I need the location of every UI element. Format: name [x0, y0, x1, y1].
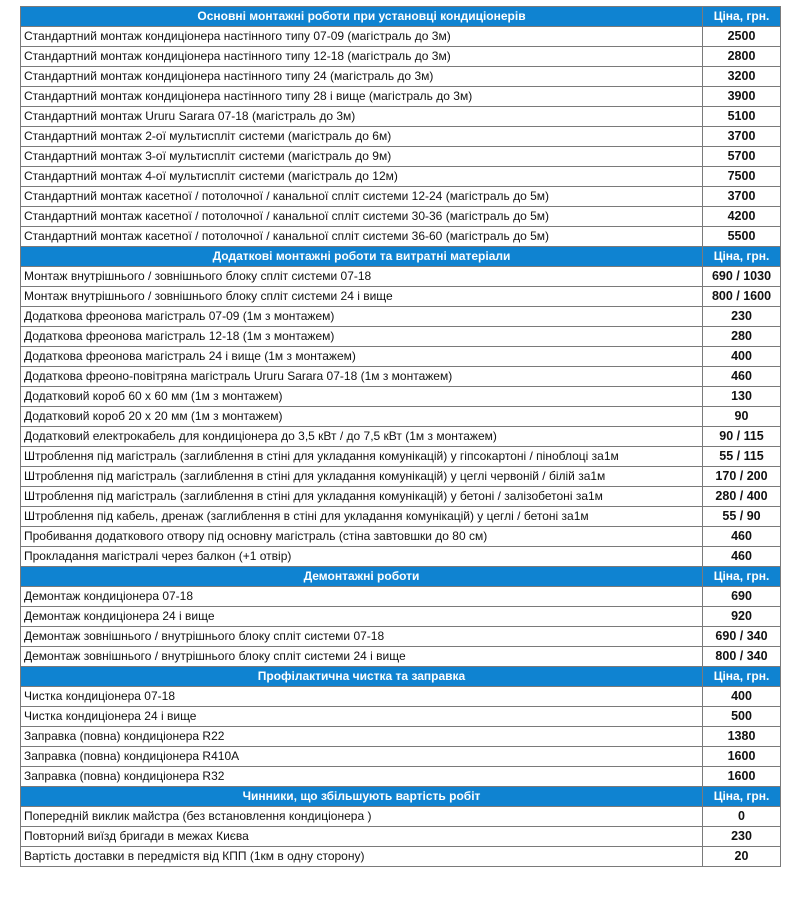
service-description: Стандартний монтаж касетної / потолочної / канальної спліт системи 30-36 (магістраль до 5м): [21, 207, 703, 227]
table-row: [21, 727, 781, 747]
service-description: Заправка (повна) кондиціонера R410A: [21, 747, 703, 767]
service-description: Демонтаж зовнішнього / внутрішнього блоку спліт системи 24 і вище: [21, 647, 703, 667]
service-price: 1380: [703, 727, 781, 747]
table-row: [21, 347, 781, 367]
table-row: [21, 487, 781, 507]
service-description: Стандартний монтаж касетної / потолочної / канальної спліт системи 36-60 (магістраль до 5м): [21, 227, 703, 247]
service-price: 400: [703, 687, 781, 707]
service-price: 800 / 340: [703, 647, 781, 667]
table-row: [21, 427, 781, 447]
service-description: Чистка кондиціонера 24 і вище: [21, 707, 703, 727]
table-row: [21, 767, 781, 787]
service-price: 230: [703, 827, 781, 847]
service-description: Вартість доставки в передмістя від КПП (1км в одну сторону): [21, 847, 703, 867]
service-description: Додатковий короб 20 х 20 мм (1м з монтажем): [21, 407, 703, 427]
table-row: [21, 307, 781, 327]
service-price: 230: [703, 307, 781, 327]
service-description: Заправка (повна) кондиціонера R32: [21, 767, 703, 787]
service-price: 400: [703, 347, 781, 367]
table-row: [21, 67, 781, 87]
service-description: Додатковий короб 60 х 60 мм (1м з монтажем): [21, 387, 703, 407]
service-description: Стандартний монтаж 4-ої мультиспліт системи (магістраль до 12м): [21, 167, 703, 187]
service-price: 500: [703, 707, 781, 727]
service-description: Повторний виїзд бригади в межах Києва: [21, 827, 703, 847]
service-description: Штроблення під магістраль (заглиблення в стіні для укладання комунікацій) у цеглі червоній / білій за1м: [21, 467, 703, 487]
table-row: [21, 207, 781, 227]
service-description: Штроблення під кабель, дренаж (заглиблення в стіні для укладання комунікацій) у цеглі / бетоні за1м: [21, 507, 703, 527]
table-row: [21, 287, 781, 307]
service-price: 920: [703, 607, 781, 627]
service-price: 5700: [703, 147, 781, 167]
service-price: 1600: [703, 747, 781, 767]
price-column-header: Ціна, грн.: [703, 247, 781, 267]
service-description: Стандартний монтаж кондиціонера настінного типу 24 (магістраль до 3м): [21, 67, 703, 87]
table-row: [21, 607, 781, 627]
service-price: 2500: [703, 27, 781, 47]
service-price: 55 / 115: [703, 447, 781, 467]
service-description: Монтаж внутрішнього / зовнішнього блоку спліт системи 24 і вище: [21, 287, 703, 307]
section-title: Чинники, що збільшують вартість робіт: [21, 787, 703, 807]
service-price: 0: [703, 807, 781, 827]
service-description: Додаткова фреоно-повітряна магістраль Ururu Sarara 07-18 (1м з монтажем): [21, 367, 703, 387]
service-price: 460: [703, 367, 781, 387]
table-row: [21, 167, 781, 187]
table-row: [21, 707, 781, 727]
service-description: Штроблення під магістраль (заглиблення в стіні для укладання комунікацій) у гіпсокартоні / піноблоці за1м: [21, 447, 703, 467]
table-row: [21, 407, 781, 427]
service-description: Прокладання магістралі через балкон (+1 отвір): [21, 547, 703, 567]
section-header: [21, 787, 781, 807]
service-price: 3900: [703, 87, 781, 107]
table-row: [21, 747, 781, 767]
service-price: 800 / 1600: [703, 287, 781, 307]
section-header: [21, 667, 781, 687]
price-column-header: Ціна, грн.: [703, 567, 781, 587]
service-description: Чистка кондиціонера 07-18: [21, 687, 703, 707]
price-column-header: Ціна, грн.: [703, 667, 781, 687]
service-price: 460: [703, 547, 781, 567]
service-description: Стандартний монтаж кондиціонера настінного типу 28 і вище (магістраль до 3м): [21, 87, 703, 107]
table-row: [21, 27, 781, 47]
service-price: 20: [703, 847, 781, 867]
section-header: [21, 7, 781, 27]
service-price: 3700: [703, 127, 781, 147]
service-description: Додаткова фреонова магістраль 12-18 (1м з монтажем): [21, 327, 703, 347]
table-row: [21, 267, 781, 287]
table-row: [21, 187, 781, 207]
service-description: Стандартний монтаж касетної / потолочної / канальної спліт системи 12-24 (магістраль до 5м): [21, 187, 703, 207]
section-title: Демонтажні роботи: [21, 567, 703, 587]
section-title: Додаткові монтажні роботи та витратні матеріали: [21, 247, 703, 267]
section-title: Основні монтажні роботи при установці кондиціонерів: [21, 7, 703, 27]
price-column-header: Ціна, грн.: [703, 7, 781, 27]
service-description: Демонтаж зовнішнього / внутрішнього блоку спліт системи 07-18: [21, 627, 703, 647]
section-header: [21, 247, 781, 267]
table-row: [21, 127, 781, 147]
service-description: Штроблення під магістраль (заглиблення в стіні для укладання комунікацій) у бетоні / залізобетоні за1м: [21, 487, 703, 507]
table-row: [21, 527, 781, 547]
table-row: [21, 587, 781, 607]
service-price: 90 / 115: [703, 427, 781, 447]
table-row: [21, 507, 781, 527]
table-row: [21, 107, 781, 127]
service-price: 280: [703, 327, 781, 347]
table-row: [21, 627, 781, 647]
service-description: Монтаж внутрішнього / зовнішнього блоку спліт системи 07-18: [21, 267, 703, 287]
service-price: 55 / 90: [703, 507, 781, 527]
table-row: [21, 387, 781, 407]
table-row: [21, 847, 781, 867]
service-price: 170 / 200: [703, 467, 781, 487]
service-description: Додатковий електрокабель для кондиціонера до 3,5 кВт / до 7,5 кВт (1м з монтажем): [21, 427, 703, 447]
service-price: 460: [703, 527, 781, 547]
table-row: [21, 367, 781, 387]
table-row: [21, 47, 781, 67]
service-price: 690: [703, 587, 781, 607]
table-row: [21, 327, 781, 347]
table-row: [21, 147, 781, 167]
service-price: 90: [703, 407, 781, 427]
table-row: [21, 687, 781, 707]
table-row: [21, 87, 781, 107]
table-row: [21, 647, 781, 667]
price-table: [20, 6, 781, 867]
service-price: 3200: [703, 67, 781, 87]
table-row: [21, 547, 781, 567]
service-price: 690 / 340: [703, 627, 781, 647]
table-row: [21, 447, 781, 467]
service-description: Попередній виклик майстра (без встановлення кондиціонера ): [21, 807, 703, 827]
service-price: 7500: [703, 167, 781, 187]
service-description: Пробивання додаткового отвору під основну магістраль (стіна завтовшки до 80 см): [21, 527, 703, 547]
service-price: 1600: [703, 767, 781, 787]
service-price: 2800: [703, 47, 781, 67]
price-column-header: Ціна, грн.: [703, 787, 781, 807]
service-description: Стандартний монтаж кондиціонера настінного типу 12-18 (магістраль до 3м): [21, 47, 703, 67]
service-description: Додаткова фреонова магістраль 07-09 (1м з монтажем): [21, 307, 703, 327]
service-description: Стандартний монтаж кондиціонера настінного типу 07-09 (магістраль до 3м): [21, 27, 703, 47]
service-price: 5100: [703, 107, 781, 127]
service-description: Стандартний монтаж Ururu Sarara 07-18 (магістраль до 3м): [21, 107, 703, 127]
table-row: [21, 807, 781, 827]
price-table-body: [21, 7, 781, 867]
service-price: 280 / 400: [703, 487, 781, 507]
service-price: 130: [703, 387, 781, 407]
service-description: Стандартний монтаж 3-ої мультиспліт системи (магістраль до 9м): [21, 147, 703, 167]
service-price: 690 / 1030: [703, 267, 781, 287]
section-title: Профілактична чистка та заправка: [21, 667, 703, 687]
table-row: [21, 467, 781, 487]
service-description: Демонтаж кондиціонера 07-18: [21, 587, 703, 607]
service-description: Додаткова фреонова магістраль 24 і вище (1м з монтажем): [21, 347, 703, 367]
service-price: 4200: [703, 207, 781, 227]
service-price: 3700: [703, 187, 781, 207]
section-header: [21, 567, 781, 587]
service-price: 5500: [703, 227, 781, 247]
service-description: Стандартний монтаж 2-ої мультиспліт системи (магістраль до 6м): [21, 127, 703, 147]
table-row: [21, 827, 781, 847]
service-description: Заправка (повна) кондиціонера R22: [21, 727, 703, 747]
table-row: [21, 227, 781, 247]
service-description: Демонтаж кондиціонера 24 і вище: [21, 607, 703, 627]
